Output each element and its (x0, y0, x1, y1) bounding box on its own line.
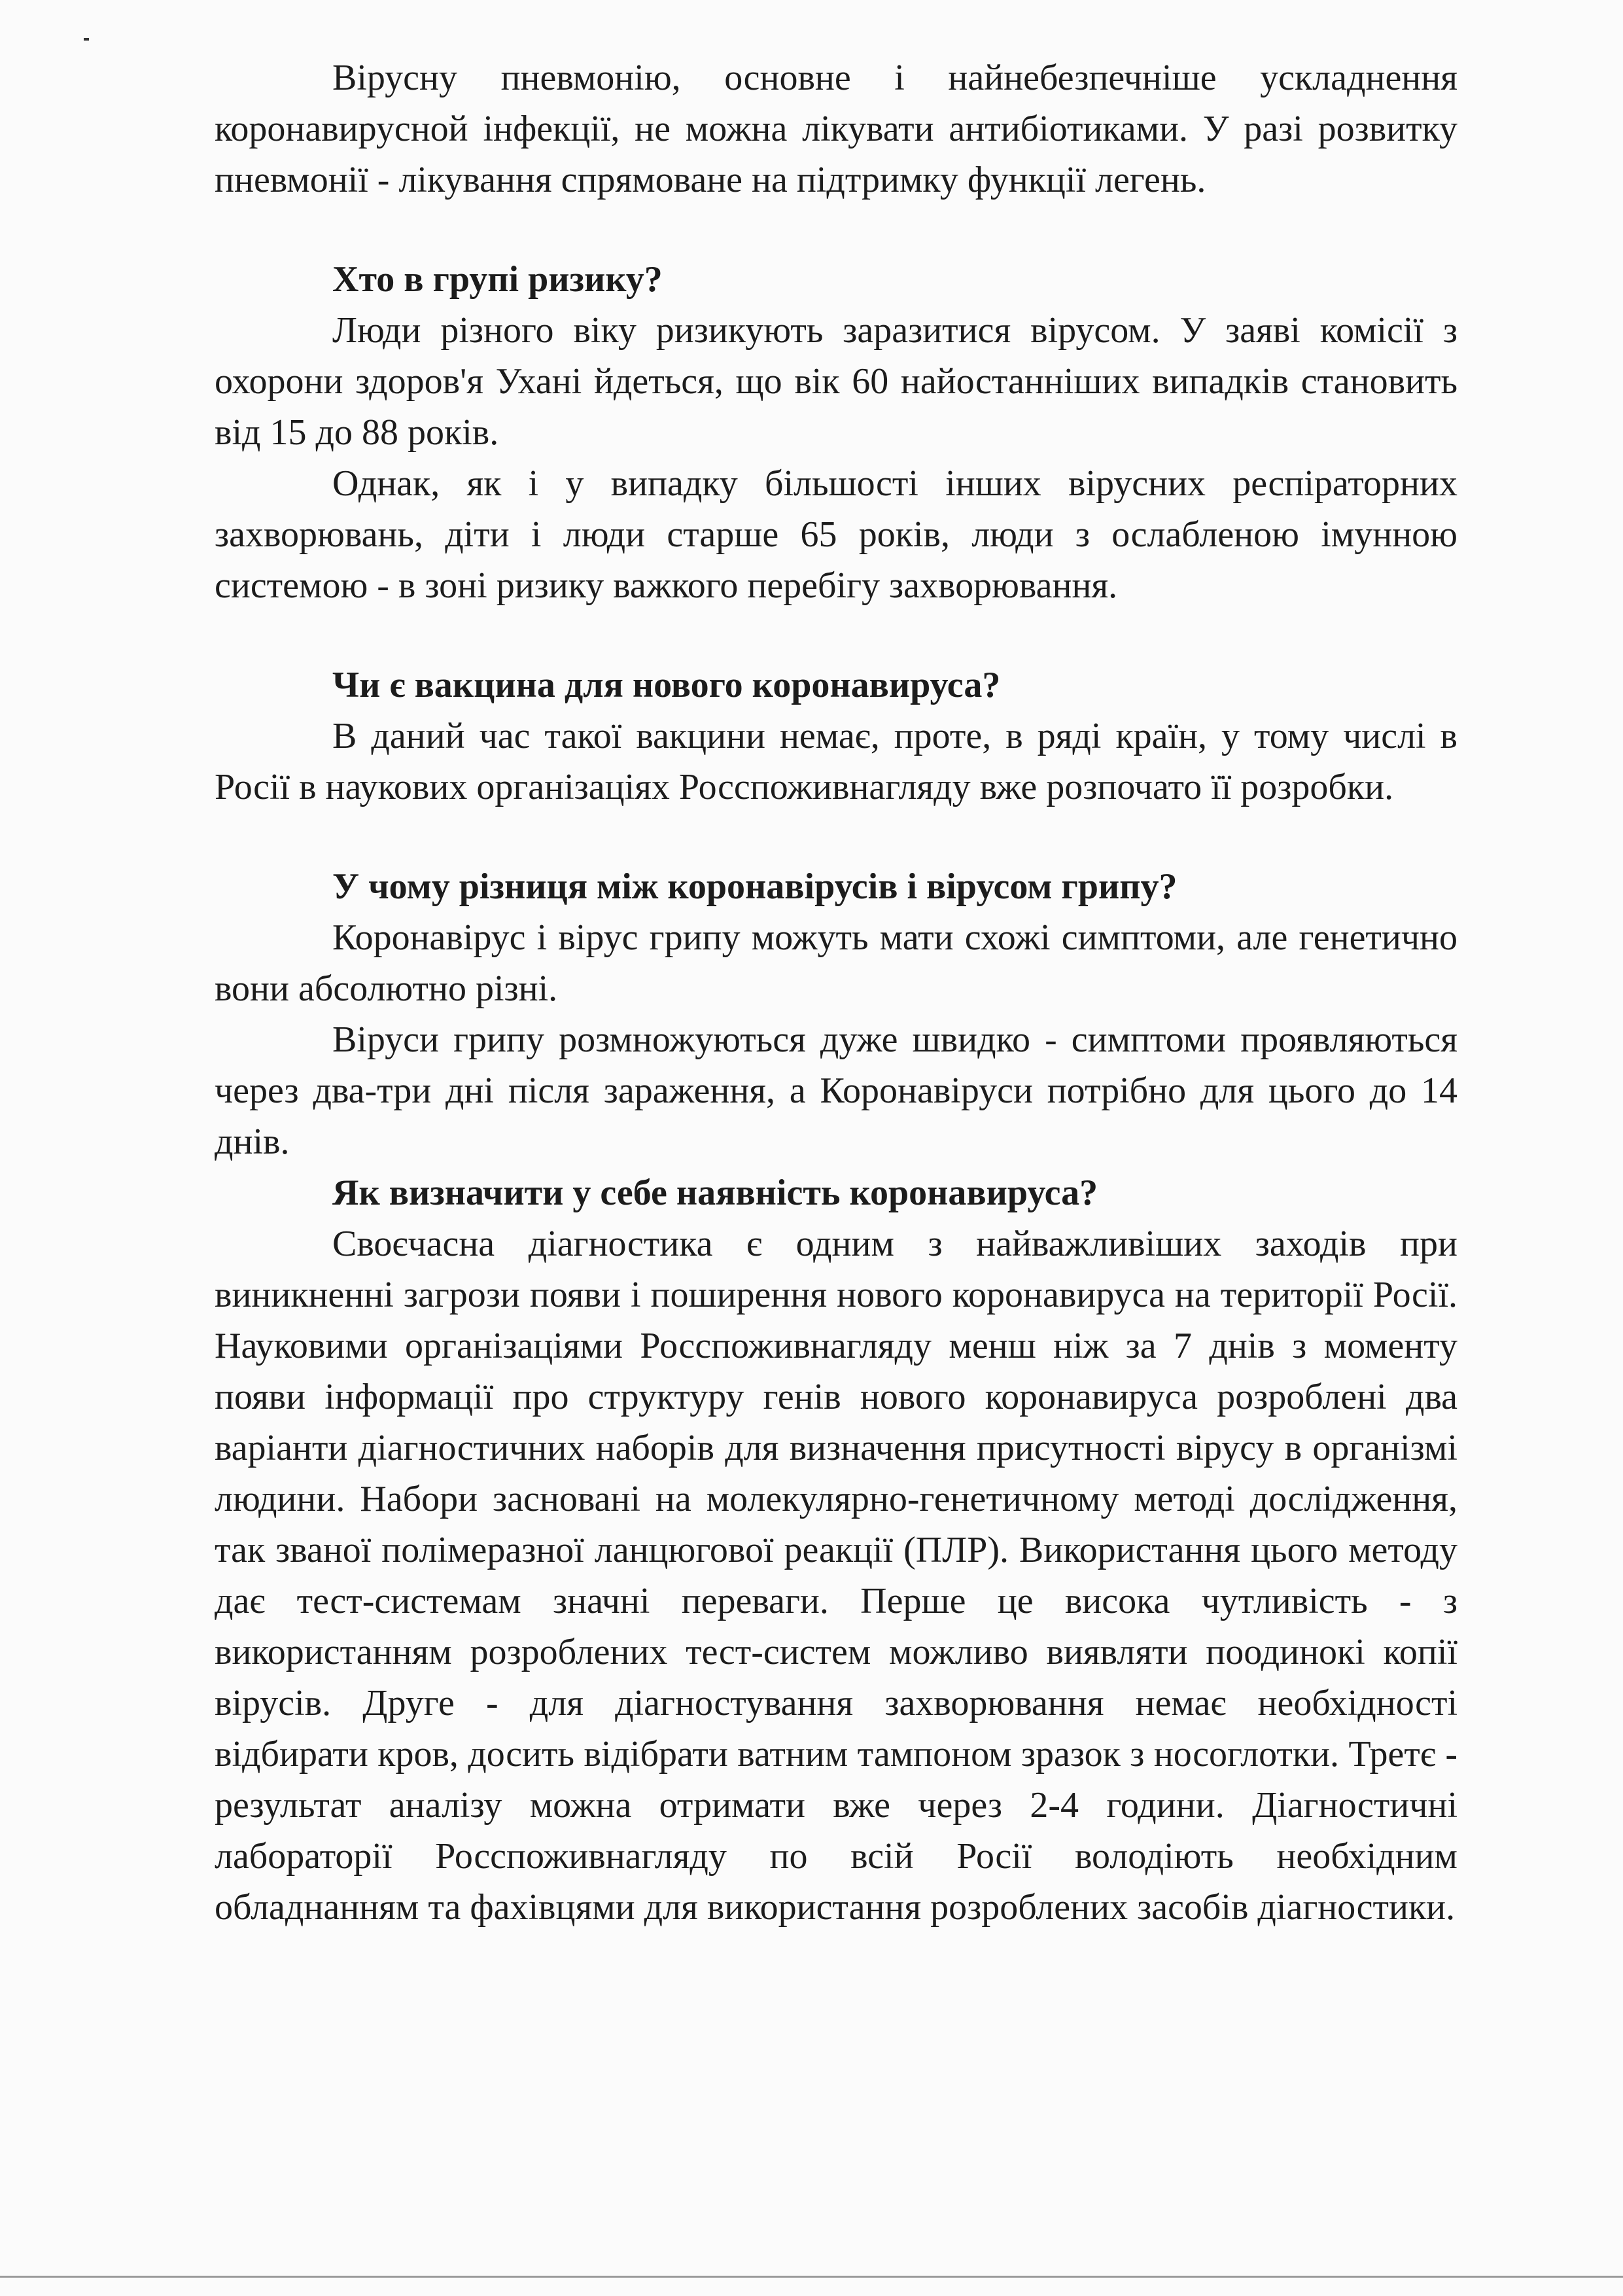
section-heading-detection: Як визначити у себе наявність коронавируса? (332, 1173, 1098, 1213)
detection-paragraph: Своєчасна діагностика є одним з найважливіших заходів при виникненні загрози появи і поширення нового коронавируса на території Росії. Науковими організаціями Росспоживнагляду менш ніж за 7 днів з моменту появи інформації про структуру генів нового коронавируса розроблені два варіанти діагностичних наборів для визначення присутності вірусу в організмі людини. Набори засновані на молекулярно-генетичному методі дослідження, так званої полімеразної ланцюгової реакції (ПЛР). Використання цього методу дає тест-системам значні переваги. Перше це висока чутливість - з використанням розроблених тест-систем можливо виявляти поодинокі копії вірусів. Друге - для діагностування захворювання немає необхідності відбирати кров, досить відібрати ватним тампоном зразок з носоглотки. Третє - результат аналізу можна отримати вже через 2-4 години. Діагностичні лабораторії Росспоживнагляду по всій Росії володіють необхідним обладнанням та фахівцями для використання розроблених засобів діагностики. (215, 1224, 1457, 1928)
vaccine-paragraph: В даний час такої вакцини немає, проте, в ряді країн, у тому числі в Росії в наукових організаціях Росспоживнагляду вже розпочато її розробки. (215, 716, 1457, 807)
section-gap (215, 611, 1457, 660)
risk-group-paragraph-1: Люди різного віку ризикують заразитися вірусом. У заяві комісії з охорони здоров'я Ухані йдеться, що вік 60 найостанніших випадків становить від 15 до 88 років. (215, 310, 1457, 453)
section-gap (215, 205, 1457, 254)
section-heading-risk-group: Хто в групі ризику? (332, 259, 663, 300)
page-bottom-edge (0, 2276, 1623, 2278)
scan-mark (84, 38, 89, 41)
risk-group-paragraph-2: Однак, як і у випадку більшості інших вірусних респіраторних захворювань, діти і люди старше 65 років, люди з ослабленою імунною системою - в зоні ризику важкого перебігу захворювання. (215, 463, 1457, 606)
difference-paragraph-1: Коронавірус і вірус грипу можуть мати схожі симптоми, але генетично вони абсолютно різні. (215, 917, 1457, 1009)
section-heading-vaccine: Чи є вакцина для нового коронавируса? (332, 665, 1001, 705)
document-body (215, 52, 1457, 1933)
section-gap (215, 813, 1457, 861)
section-heading-difference-flu: У чому різниця між коронавірусів і вірусом грипу? (332, 866, 1178, 907)
difference-paragraph-2: Віруси грипу розмножуються дуже швидко - симптоми проявляються через два-три дні після зараження, а Коронавіруси потрібно для цього до 14 днів. (215, 1019, 1457, 1162)
intro-paragraph: Вірусну пневмонію, основне і найнебезпечніше ускладнення коронавирусной інфекції, не можна лікувати антибіотиками. У разі розвитку пневмонії - лікування спрямоване на підтримку функції легень. (215, 58, 1457, 200)
